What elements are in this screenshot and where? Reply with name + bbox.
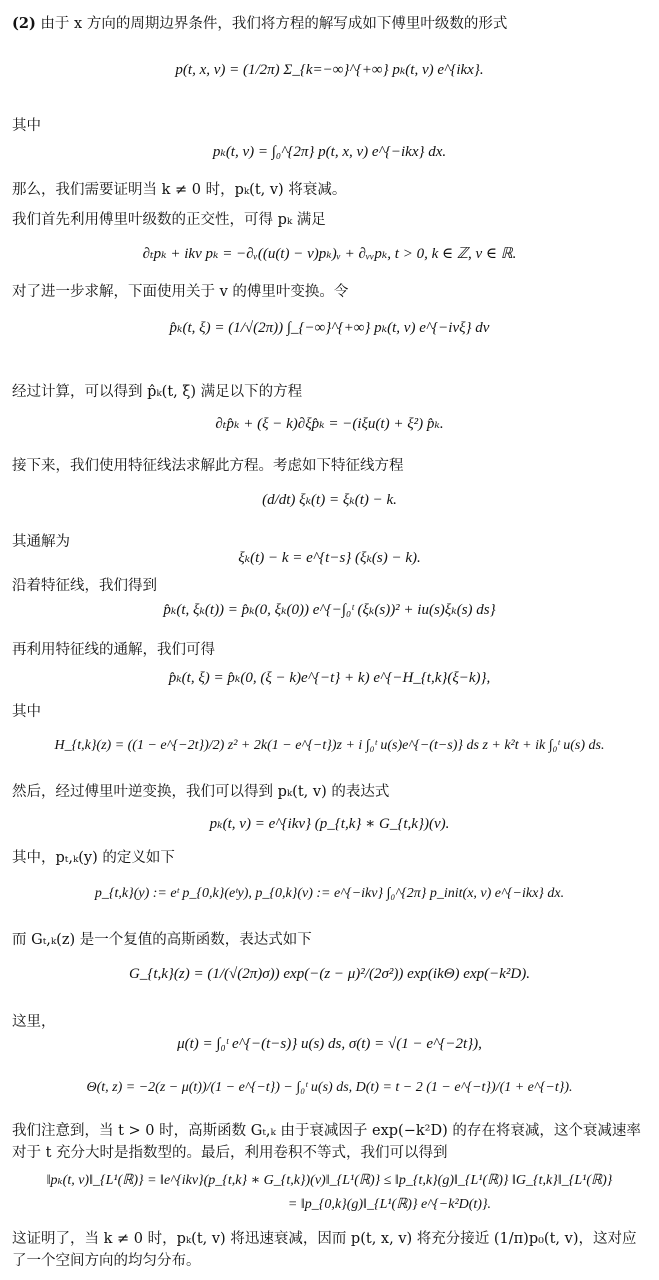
- paragraph-inverse: 然后，经过傅里叶逆变换，我们可以得到 pₖ(t, v) 的表达式: [12, 784, 390, 800]
- paragraph-reuse: 再利用特征线的通解，我们可得: [12, 642, 215, 658]
- paragraph-gaussian: 而 Gₜ,ₖ(z) 是一个复值的高斯函数，表达式如下: [12, 932, 312, 948]
- equation-solution-hat: p̂ₖ(t, ξ) = p̂ₖ(0, (ξ − k)e^{−t} + k) e^{−H_{t,k}(ξ−k)},: [168, 670, 491, 686]
- equation-characteristic-ode: (d/dt) ξₖ(t) = ξₖ(t) − k.: [262, 492, 397, 508]
- equation-pk-evolution: ∂ₜpₖ + ikv pₖ = −∂ᵥ((u(t) − v)pₖ)ᵥ + ∂ᵥᵥpₖ, t > 0, k ∈ ℤ, v ∈ ℝ.: [142, 246, 517, 262]
- paragraph-note: 我们注意到，当 t > 0 时，高斯函数 Gₜ,ₖ 由于衰减因子 exp(−k²D) 的存在将衰减，这个衰减速率对于 t 充分大时是指数型的。最后，利用卷积不等式，我们可以得到: [12, 1123, 641, 1161]
- equation-along-characteristic: p̂ₖ(t, ξₖ(t)) = p̂ₖ(0, ξₖ(0)) e^{−∫₀ᵗ (ξₖ(s))² + iu(s)ξₖ(s) ds}: [163, 602, 496, 618]
- equation-ptk-definition: p_{t,k}(y) := eᵗ p_{0,k}(eᵗy), p_{0,k}(v) := e^{−ikv} ∫₀^{2π} p_init(x, v) e^{−ikx} dx.: [94, 886, 565, 901]
- equation-h-function: H_{t,k}(z) = ((1 − e^{−2t})/2) z² + 2k(1 − e^{−t})z + i ∫₀ᵗ u(s)e^{−(t−s)} ds z + k²t + ik ∫₀ᵗ u(s) ds.: [54, 738, 605, 753]
- paragraph-along: 沿着特征线，我们得到: [12, 578, 157, 594]
- paragraph-where-1: 其中: [12, 118, 41, 134]
- intro-text: 由于 x 方向的周期边界条件，我们将方程的解写成如下傅里叶级数的形式: [40, 16, 508, 32]
- paragraph-orthogonality: 我们首先利用傅里叶级数的正交性，可得 pₖ 满足: [12, 212, 326, 228]
- part-label: (2): [12, 15, 36, 32]
- paragraph-characteristics: 接下来，我们使用特征线法求解此方程。考虑如下特征线方程: [12, 458, 404, 474]
- equation-transformed: ∂ₜp̂ₖ + (ξ − k)∂ξp̂ₖ = −(iξu(t) + ξ²) p̂ₖ.: [215, 416, 444, 432]
- intro-line: [12, 14, 507, 34]
- paragraph-fourier-transform: 对了进一步求解，下面使用关于 v 的傅里叶变换。令: [12, 284, 349, 300]
- paragraph-where-2: 其中: [12, 704, 41, 720]
- paragraph-after-calculation: 经过计算，可以得到 p̂ₖ(t, ξ) 满足以下的方程: [12, 384, 303, 400]
- paragraph-general-solution: 其通解为: [12, 534, 70, 550]
- paragraph-definition: 其中，pₜ,ₖ(y) 的定义如下: [12, 850, 175, 866]
- equation-theta-d: Θ(t, z) = −2(z − μ(t))/(1 − e^{−t}) − ∫₀ᵗ u(s) ds, D(t) = t − 2 (1 − e^{−t})/(1 + e^{−t}).: [86, 1080, 573, 1095]
- equation-l1-estimate-cont: = ‖p_{0,k}(g)‖_{L¹(ℝ)} e^{−k²D(t)}.: [287, 1197, 492, 1212]
- equation-mu-sigma: μ(t) = ∫₀ᵗ e^{−(t−s)} u(s) ds, σ(t) = √(1 − e^{−2t}),: [177, 1036, 482, 1052]
- equation-gaussian: G_{t,k}(z) = (1/(√(2π)σ)) exp(−(z − μ)²/(2σ²)) exp(ikΘ) exp(−k²D).: [129, 966, 530, 982]
- equation-l1-estimate: ‖pₖ(t, v)‖_{L¹(ℝ)} = ‖e^{ikv}(p_{t,k} ∗ G_{t,k})(v)‖_{L¹(ℝ)} ≤ ‖p_{t,k}(g)‖_{L¹(ℝ)} ‖G_{t,k}‖_{L¹(ℝ)}: [46, 1173, 613, 1188]
- paragraph-conclusion: 这证明了，当 k ≠ 0 时，pₖ(t, v) 将迅速衰减，因而 p(t, x, v) 将充分接近 (1/π)p₀(t, v)，这对应了一个空间方向的均匀分布。: [12, 1231, 637, 1269]
- equation-pk-expression: pₖ(t, v) = e^{ikv} (p_{t,k} ∗ G_{t,k})(v).: [209, 816, 450, 832]
- equation-fourier-transform: p̂ₖ(t, ξ) = (1/√(2π)) ∫_{−∞}^{+∞} pₖ(t, v) e^{−ivξ} dv: [169, 320, 490, 336]
- equation-general-solution: ξₖ(t) − k = e^{t−s} (ξₖ(s) − k).: [238, 550, 421, 566]
- equation-fourier-coefficient: pₖ(t, v) = ∫₀^{2π} p(t, x, v) e^{−ikx} dx.: [212, 144, 447, 160]
- paragraph-here: 这里，: [12, 1014, 56, 1030]
- paragraph-need-prove: 那么，我们需要证明当 k ≠ 0 时，pₖ(t, v) 将衰减。: [12, 182, 347, 198]
- equation-fourier-series: p(t, x, v) = (1/2π) Σ_{k=−∞}^{+∞} pₖ(t, v) e^{ikx}.: [175, 62, 484, 78]
